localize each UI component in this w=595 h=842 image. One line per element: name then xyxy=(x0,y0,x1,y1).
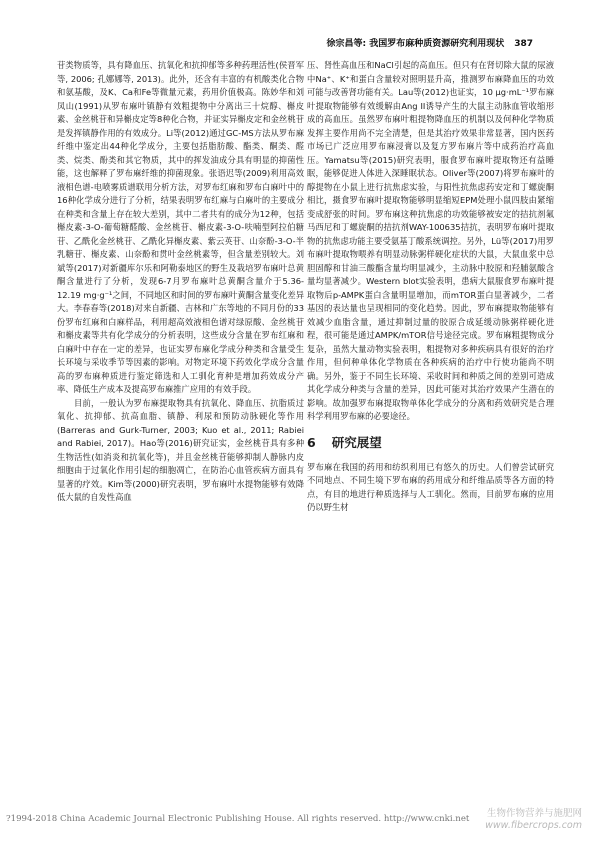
section-number: 6 xyxy=(307,434,316,450)
running-header xyxy=(326,36,533,49)
running-title: 徐宗昌等: 我国罗布麻种质资源研究利用现状 xyxy=(326,39,505,49)
copyright-footer: ?1994-2018 China Academic Journal Electronic Publishing House. All rights reserved. http://www.cnki.net xyxy=(6,814,470,824)
watermark xyxy=(462,808,582,832)
watermark-url: www.fibercrops.com xyxy=(485,820,582,831)
watermark-site-name: 生物作物营养与施肥网 xyxy=(486,808,582,819)
section-heading xyxy=(307,434,554,452)
left-column xyxy=(57,59,304,749)
right-column xyxy=(307,59,554,749)
body-paragraph: 目前，一般认为罗布麻提取物具有抗氧化、降血压、抗脂质过氧化、抗抑郁、抗高血脂、镇静、利尿和预防动脉硬化等作用(Barreras and Gurk-Turner, 2003; Kuo et al., 2011; Rabiei and Rabiei, 2017)。Hao等(2016)研究证实，金丝桃苷具有多种生物活性(如消炎和抗氧化等)，并且金丝桃苷能够抑制人静脉内皮细胞由于过氧化作用引起的细胞凋亡，在防治心血管疾病方面具有显著的疗效。Kim等(2000)研究表明，罗布麻叶水提物能够有效降低大鼠的自发性高血 xyxy=(57,397,304,502)
body-paragraph: 罗布麻在我国的药用和纺织利用已有悠久的历史。人们曾尝试研究不同地点、不同生境下罗布麻的药用成分和纤维品质等各方面的特点，有目的地进行种质选择与人工驯化。然而，目前罗布麻的应用仍以野生材 xyxy=(307,461,554,512)
page-number: 387 xyxy=(514,39,533,49)
section-title: 研究展望 xyxy=(331,434,382,450)
body-paragraph: 压、肾性高血压和NaCl引起的高血压。但只有在肾切除大鼠的尿液中Na⁺、K⁺和蛋白含量较对照明显升高，推测罗布麻降血压的功效可能与改善肾功能有关。Lau等(2012)也证实，10 μg·mL⁻¹罗布麻叶提取物能够有效缓解由Ang II诱导产生的大鼠主动脉血管收缩形成的高血压。虽然罗布麻叶粗提物降血压的机制以及何种化学物质发挥主要作用尚不完全清楚，但是其治疗效果非常显著，国内医药市场已广泛应用罗布麻浸膏以及复方罗布麻片等中成药治疗高血压。Yamatsu等(2015)研究表明，服食罗布麻叶提取物还有益睡眠，能够促进人体进入深睡眠状态。Oliver等(2007)将罗布麻叶的醇提物在小鼠上进行抗焦虑实验，与阳性抗焦虑药安定和丁螺旋酮相比，摄食罗布麻叶提取物能够明显缩短EPM处理小鼠四肢由紧缩变成舒张的时间。罗布麻这种抗焦虑的功效能够被安定的拮抗剂氟马西尼和丁螺旋酮的拮抗剂WAY-100635拮抗，表明罗布麻叶提取物的抗焦虑功能主要受氨基丁酸系统调控。另外，Lü等(2017)用罗布麻叶提取物喂养有明显动脉粥样硬化症状的大鼠，大鼠血浆中总胆固醇和甘油三酸酯含量均明显减少，主动脉中胶原和羟脯氨酸含量均显著减少。Western blot实验表明，患病大鼠服食罗布麻叶提取物后p-AMPK蛋白含量明显增加，而mTOR蛋白显著减少，二者基因的表达量也呈现相同的变化趋势。因此，罗布麻提取物能够有效减少血脂含量，通过抑制过量的胶原合成延缓动脉粥样硬化进程，很可能是通过AMPK/mTOR信号途径完成。罗布麻粗提物成分复杂，虽然大量动物实验表明，粗提物对多种疾病具有很好的治疗作用，但何种单体化学物质在各种疾病的治疗中行使功能尚不明确。另外，鉴于不同生长环境、采收时间和种质之间的差别可造成其化学成分种类与含量的差异，因此可能对其治疗效果产生潜在的影响。故加强罗布麻提取物单体化学成分的分离和药效研究是合理科学利用罗布麻的必要途径。 xyxy=(307,60,554,421)
body-paragraph: 苷类物质等，具有降血压、抗氧化和抗抑郁等多种药理活性(侯晋军等, 2006; 孔娜娜等, 2013)。此外，还含有丰富的有机酸类化合物和氨基酸，及K、Ca和Fe等微量元素，药用价值极高。陈妙华和刘凤山(1991)从罗布麻叶镇静有效粗提物中分离出三十烷醇、槲皮素、金丝桃苷和异槲皮定等8种化合物，并证实异槲皮定和金丝桃苷是发挥镇静作用的有效成分。Li等(2012)通过GC-MS方法从罗布麻纤维中鉴定出44种化学成分，主要包括脂肪酸、酯类、酮类、醛类、烷类、酚类和其它物质，其中的挥发油成分具有明显的抑菌性能，这也解释了罗布麻纤维的抑菌现象。张语迟等(2009)利用高效液相色谱-电喷雾质谱联用分析方法，对罗布红麻和罗布白麻叶中的16种化学成分进行了分析，结果表明罗布红麻与白麻叶的主要成分在种类和含量上存在较大差别，其中二者共有的成分为12种，包括槲皮素-3-O-葡萄糖醛酸、金丝桃苷、槲皮素-3-O-呋喃型阿拉伯糖苷、乙酰化金丝桃苷、乙酰化异槲皮素、紫云英苷、山奈酚-3-O-半乳糖苷、槲皮素、山奈酚和贯叶金丝桃素等，但含量差别较大。刘斌等(2017)对新疆库尔乐和阿勒泰地区的野生及栽培罗布麻叶总黄酮含量进行了分析，发现6-7月罗布麻叶总黄酮含量介于5.36-12.19 mg·g⁻¹之间，不同地区和时间的罗布麻叶黄酮含量变化差异大。李春春等(2018)对来自新疆、吉林和广东等地的不同月份的33份罗布红麻和白麻样品，利用超高效液相色谱对绿原酸、金丝桃苷和槲皮素等共有化学成分的分析表明，这些成分含量在罗布红麻和白麻叶中存在一定的差异，也证实罗布麻化学成分种类和含量受生长环境与采收季节等因素的影响。对物定环境下药效化学成分含量高的罗布麻种质进行鉴定筛选和人工驯化育种是增加药效成分产率、降低生产成本及提高罗布麻推广应用的有效手段。 xyxy=(57,60,304,394)
